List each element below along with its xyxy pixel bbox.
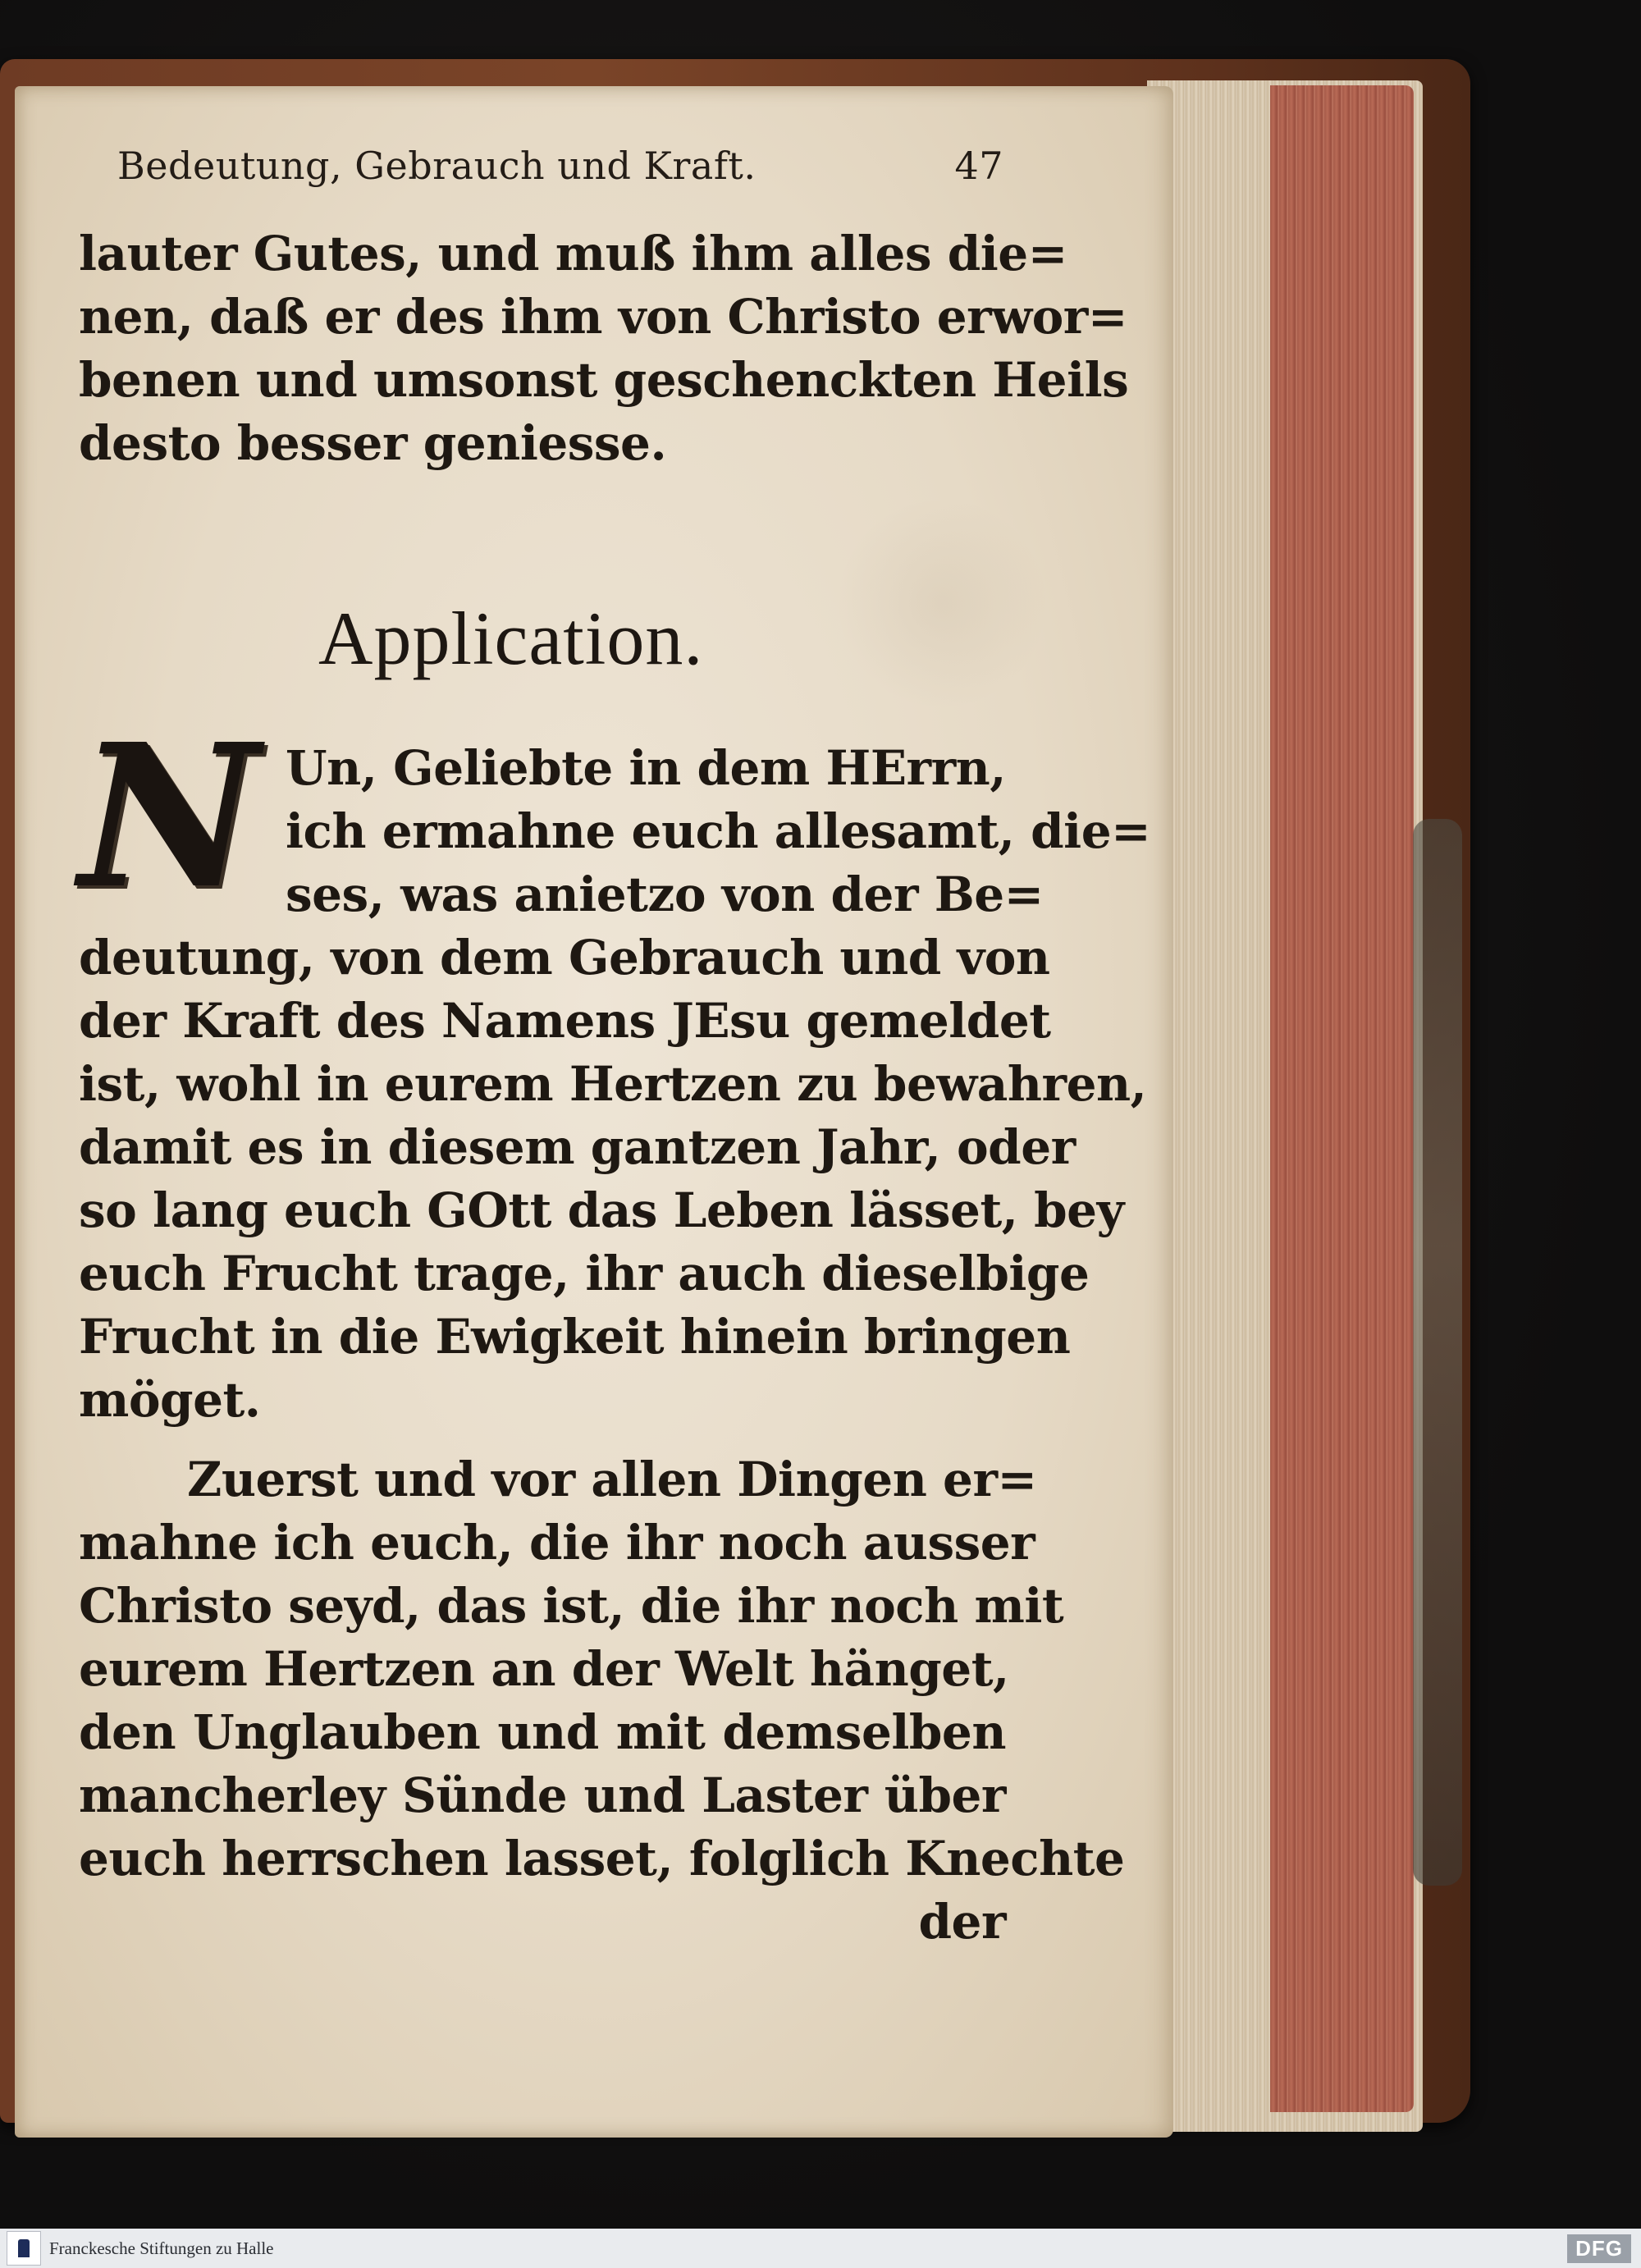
text-line: ist, wohl in eurem Hertzen zu bewahren, (79, 1056, 1147, 1112)
institution-name: Franckesche Stiftungen zu Halle (49, 2238, 274, 2258)
footer-credit (0, 2231, 274, 2266)
text-line: desto besser geniesse. (79, 415, 667, 471)
text-line: möget. (79, 1372, 261, 1428)
text-line: nen, daß er des ihm von Christo erwor= (79, 289, 1127, 345)
page-number: 47 (954, 144, 1003, 188)
text-line: ich ermahne euch allesamt, die= (286, 803, 1151, 859)
text-line: deutung, von dem Gebrauch und von (79, 930, 1050, 985)
red-page-edge (1270, 85, 1414, 2112)
running-head (117, 144, 1003, 188)
dfg-badge: DFG (1567, 2234, 1631, 2263)
show-through (835, 496, 1049, 710)
text-line: damit es in diesem gantzen Jahr, oder (79, 1119, 1076, 1175)
text-line: Frucht in die Ewigkeit hinein bringen (79, 1309, 1071, 1365)
cover-edge (1413, 819, 1462, 1886)
text-line: benen und umsonst geschenckten Heils (79, 352, 1129, 408)
institution-logo-icon (7, 2231, 41, 2266)
text-line: euch Frucht trage, ihr auch dieselbige (79, 1246, 1090, 1301)
book-page (15, 86, 1173, 2138)
text-line: so lang euch GOtt das Leben lässet, bey (79, 1182, 1124, 1238)
text-line: euch herrschen lasset, folglich Knechte (79, 1831, 1125, 1886)
viewer-footer (0, 2229, 1641, 2268)
drop-cap: N (79, 701, 259, 932)
text-line: Zuerst und vor allen Dingen er= (187, 1452, 1037, 1507)
running-head-title: Bedeutung, Gebrauch und Kraft. (117, 144, 757, 188)
page-edges (1147, 80, 1423, 2132)
text-line: der Kraft des Namens JEsu gemeldet (79, 993, 1051, 1049)
text-line: Christo seyd, das ist, die ihr noch mit (79, 1578, 1064, 1634)
text-line: ses, was anietzo von der Be= (286, 867, 1044, 922)
section-heading: Application. (318, 597, 704, 680)
text-line: eurem Hertzen an der Welt hänget, (79, 1641, 1009, 1697)
catchword: der (918, 1894, 1006, 1950)
text-line: mancherley Sünde und Laster über (79, 1767, 1006, 1823)
text-line: lauter Gutes, und muß ihm alles die= (79, 226, 1067, 281)
text-line: Un, Geliebte in dem HErrn, (286, 740, 1006, 796)
text-line: den Unglauben und mit demselben (79, 1704, 1006, 1760)
text-line: mahne ich euch, die ihr noch ausser (79, 1515, 1035, 1571)
